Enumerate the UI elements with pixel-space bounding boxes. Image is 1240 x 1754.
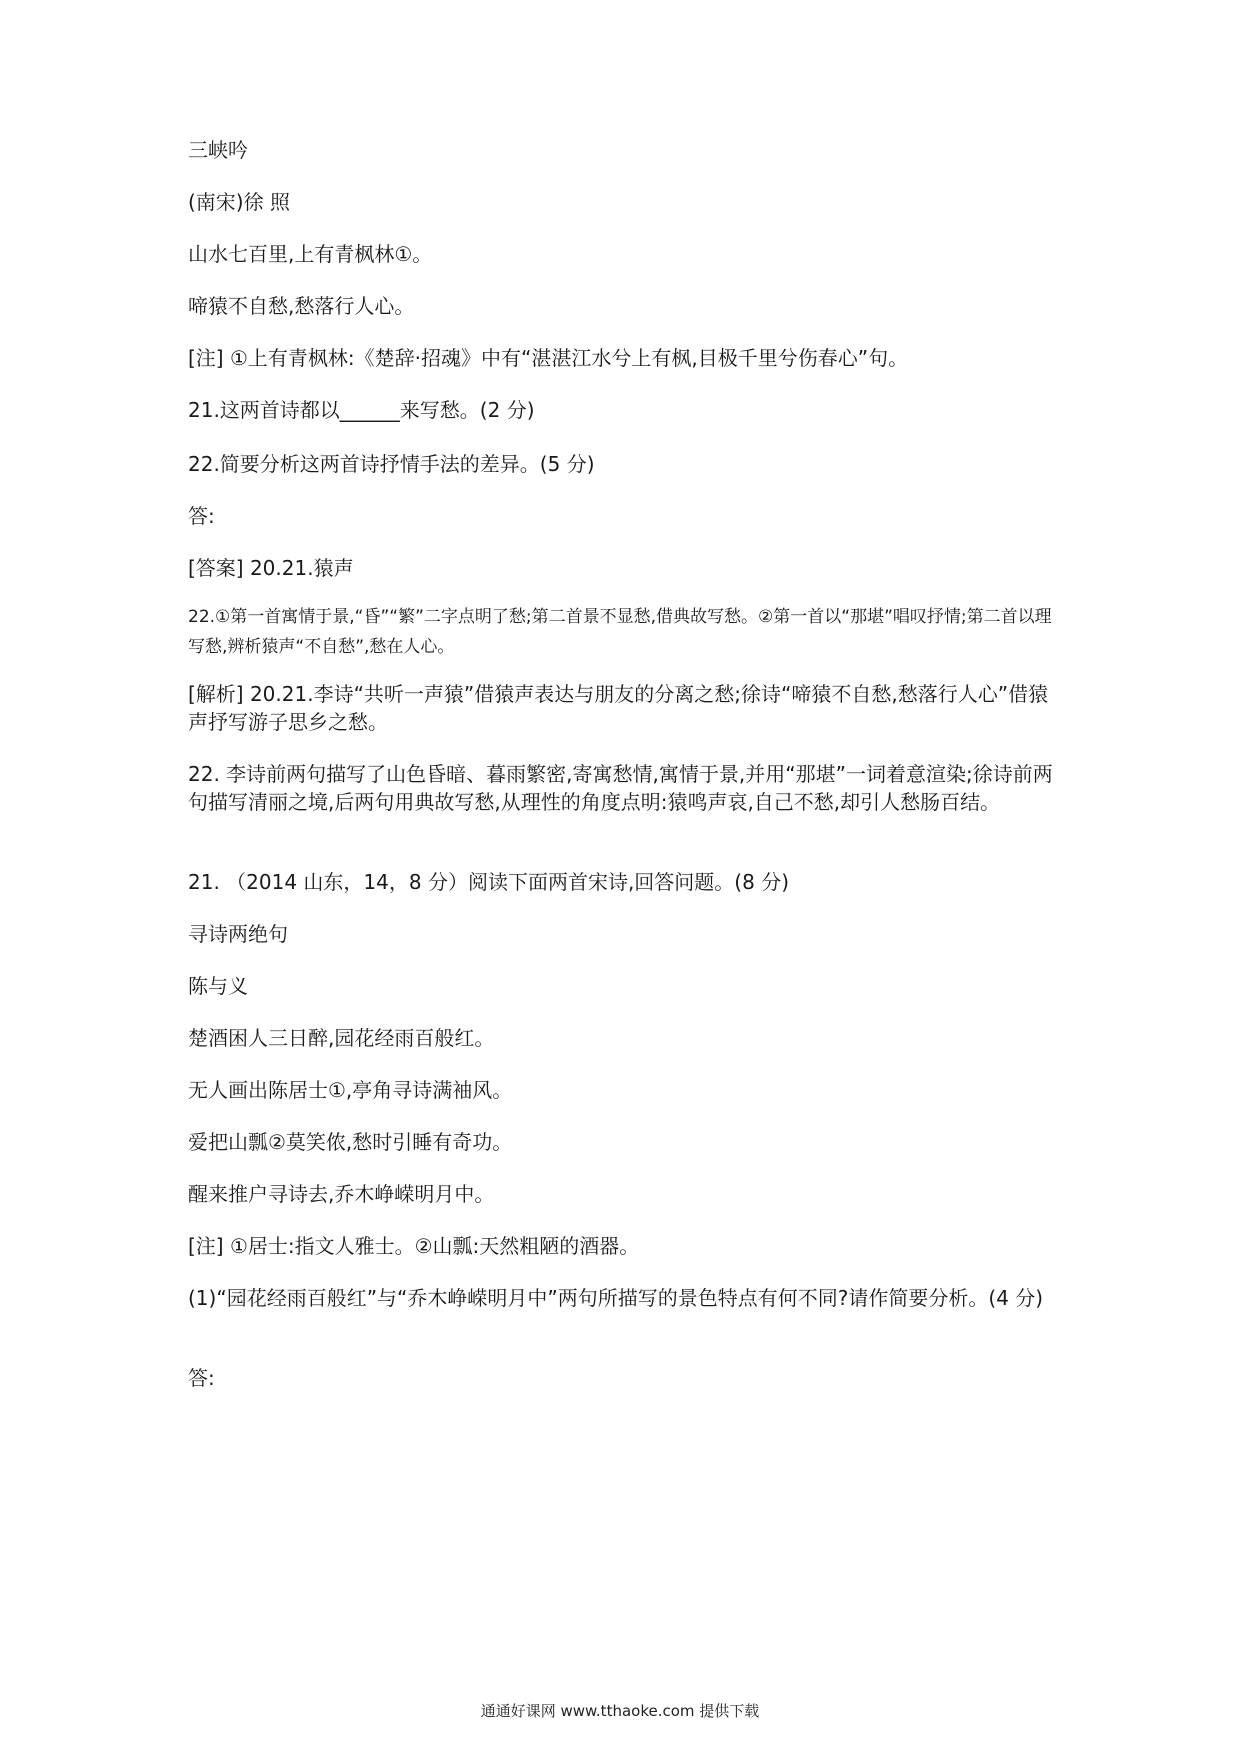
question-2014: 21. （2014 山东，14，8 分）阅读下面两首宋诗,回答问题。(8 分): [188, 870, 789, 894]
question-22: 22.简要分析这两首诗抒情手法的差异。(5 分): [188, 452, 595, 476]
answer-prompt: 答:: [188, 504, 215, 528]
page-footer: 通通好课网 www.tthaoke.com 提供下载: [480, 1702, 760, 1720]
poem-line: 楚酒困人三日醉,园花经雨百般红。: [188, 1026, 495, 1050]
poem-line: 啼猿不自愁,愁落行人心。: [188, 294, 415, 318]
question-1: (1)“园花经雨百般红”与“乔木峥嵘明月中”两句所描写的景色特点有何不同?请作简要分析。(4 分): [188, 1286, 1044, 1310]
poem-line: 山水七百里,上有青枫林①。: [188, 242, 433, 266]
answer-22: 22.①第一首寓情于景,“昏”“繁”二字点明了愁;第二首景不显愁,借典故写愁。②第一首以“那堪”唱叹抒情;第二首以理写愁,辨析猿声“不自愁”,愁在人心。: [188, 607, 1052, 657]
poem-note: [注] ①上有青枫林:《楚辞·招魂》中有“湛湛江水兮上有枫,目极千里兮伤春心”句。: [188, 346, 909, 370]
poem-author: (南宋)徐 照: [188, 190, 290, 214]
analysis-21: [解析] 20.21.李诗“共听一声猿”借猿声表达与朋友的分离之愁;徐诗“啼猿不自愁,愁落行人心”借猿声抒写游子思乡之愁。: [188, 682, 1049, 734]
poem-author: 陈与义: [188, 974, 248, 998]
poem-note: [注] ①居士:指文人雅士。②山瓢:天然粗陋的酒器。: [188, 1234, 640, 1258]
poem-line: 醒来推户寻诗去,乔木峥嵘明月中。: [188, 1182, 495, 1206]
poem-line: 无人画出陈居士①,亭角寻诗满袖风。: [188, 1078, 513, 1102]
analysis-22: 22. 李诗前两句描写了山色昏暗、暮雨繁密,寄寓愁情,寓情于景,并用“那堪”一词着意渲染;徐诗前两句描写清丽之境,后两句用典故写愁,从理性的角度点明:猿鸣声哀,自己不愁,却引人愁肠百结。: [188, 762, 1053, 814]
poem-title: 寻诗两绝句: [188, 922, 288, 946]
question-21: 21.这两首诗都以______来写愁。(2 分): [188, 398, 535, 422]
poem-title: 三峡吟: [188, 138, 248, 162]
answer-key: [答案] 20.21.猿声: [188, 556, 354, 580]
answer-prompt: 答:: [188, 1366, 215, 1390]
poem-line: 爱把山瓢②莫笑侬,愁时引睡有奇功。: [188, 1130, 513, 1154]
